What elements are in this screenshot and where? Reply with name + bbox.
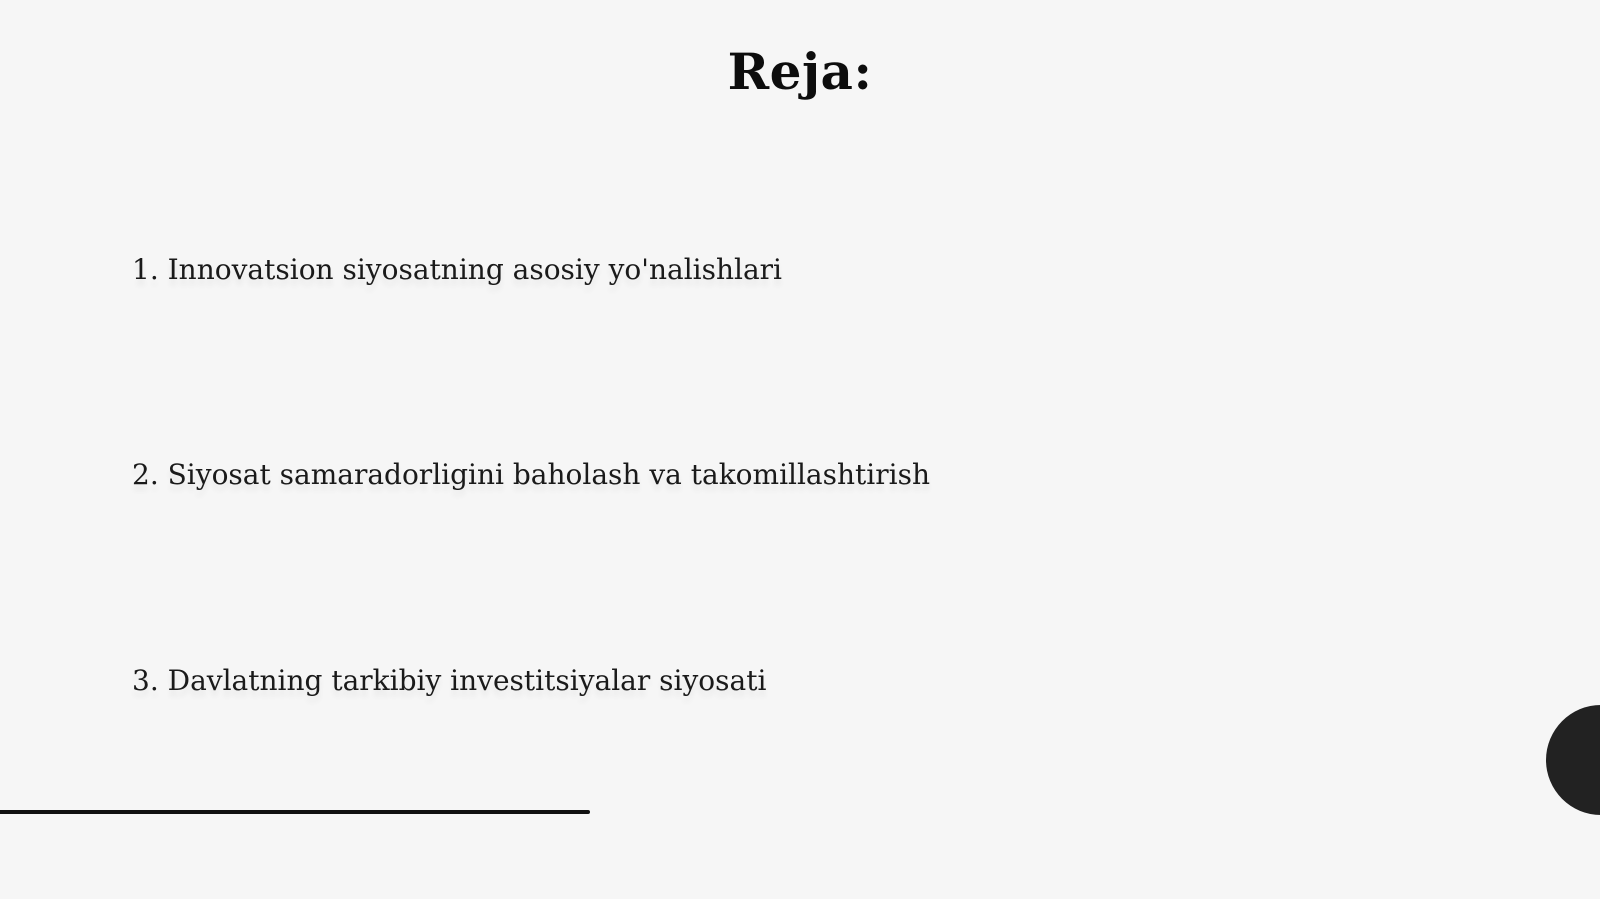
decorative-divider-line (0, 810, 590, 814)
slide-title: Reja: (727, 42, 873, 101)
plan-item-2: 2. Siyosat samaradorligini baholash va takomillashtirish (132, 458, 930, 491)
decorative-circle-shape (1546, 705, 1600, 815)
plan-item-1: 1. Innovatsion siyosatning asosiy yo'nalishlari (132, 253, 783, 286)
plan-item-3: 3. Davlatning tarkibiy investitsiyalar siyosati (132, 664, 767, 697)
